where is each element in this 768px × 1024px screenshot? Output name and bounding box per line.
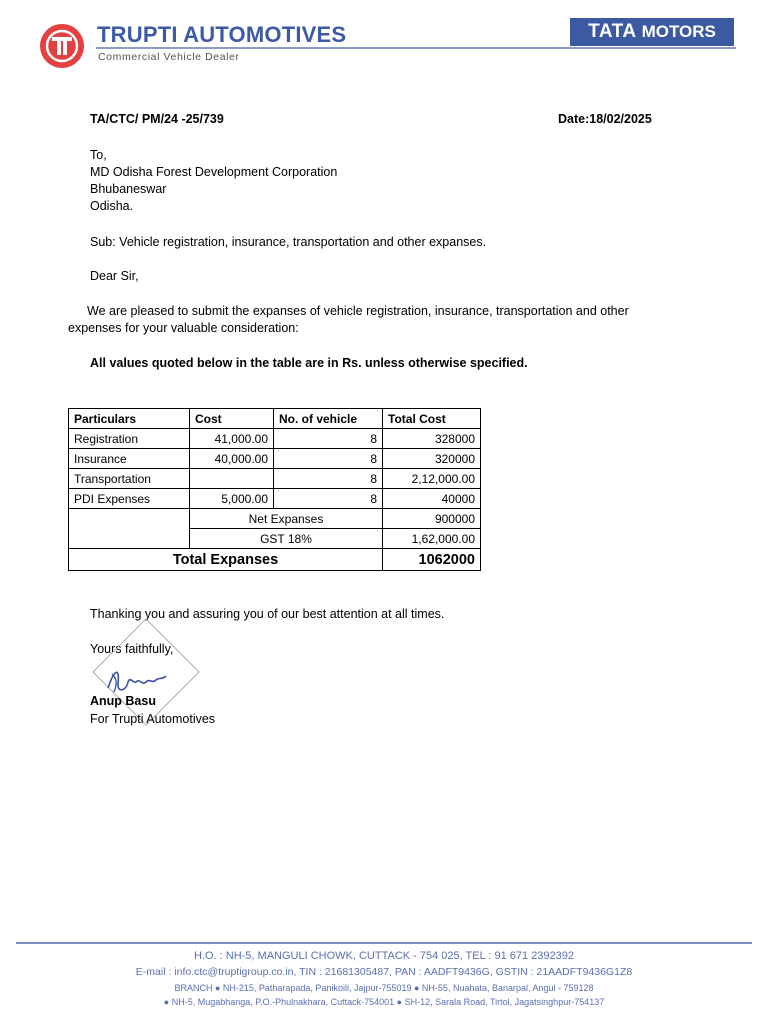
cell-vehicles: 8	[274, 429, 383, 449]
cell-total: 328000	[383, 429, 481, 449]
footer-contact: E-mail : info.ctc@truptigroup.co.in, TIN : 21681305487, PAN : AADFT9436G, GSTIN : 21AADFT9436G1Z8	[135, 966, 633, 978]
col-header-vehicles: No. of vehicle	[274, 409, 383, 429]
col-header-particulars: Particulars	[69, 409, 190, 429]
net-expanses-label: Net Expanses	[190, 509, 383, 529]
cell-particular: PDI Expenses	[69, 489, 190, 509]
footer-divider	[16, 942, 752, 944]
blank-cell	[69, 529, 190, 549]
brand-word-1: TATA	[588, 21, 637, 42]
recipient-state: Odisha.	[90, 199, 134, 213]
closing-line: Yours faithfully,	[90, 642, 174, 656]
total-value: 1062000	[383, 549, 481, 571]
gst-label: GST 18%	[190, 529, 383, 549]
logo-emblem-icon	[40, 24, 84, 68]
gst-value: 1,62,000.00	[383, 529, 481, 549]
company-tagline: Commercial Vehicle Dealer	[98, 51, 240, 63]
cell-particular: Transportation	[69, 469, 190, 489]
cell-vehicles: 8	[274, 489, 383, 509]
company-logo	[40, 24, 84, 68]
table-row	[69, 489, 481, 509]
recipient-city: Bhubaneswar	[90, 182, 167, 196]
tata-motors-logo	[570, 18, 734, 46]
recipient-name: MD Odisha Forest Development Corporation	[90, 165, 338, 179]
cell-cost: 41,000.00	[190, 429, 274, 449]
cell-vehicles: 8	[274, 449, 383, 469]
signature-icon	[104, 662, 170, 698]
footer-branch-2: ● NH-5, Mugabhanga, P.O.-Phulnakhara, Cuttack-754001 ● SH-12, Sarala Road, Tirtol, Jagatsinghpur-754137	[163, 997, 605, 1007]
blank-cell	[69, 509, 190, 529]
table-row	[69, 449, 481, 469]
cell-total: 2,12,000.00	[383, 469, 481, 489]
table-row	[69, 429, 481, 449]
expense-table	[68, 408, 481, 571]
footer-head-office: H.O. : NH-5, MANGULI CHOWK, CUTTACK - 754 025, TEL : 91 671 2392392	[193, 950, 575, 962]
col-header-cost: Cost	[190, 409, 274, 429]
thanks-line: Thanking you and assuring you of our best attention at all times.	[90, 607, 445, 621]
signatory-organization: For Trupti Automotives	[90, 712, 216, 726]
signatory-name: Anup Basu	[90, 694, 156, 708]
col-header-total: Total Cost	[383, 409, 481, 429]
header-divider	[96, 47, 736, 49]
total-row	[69, 549, 481, 571]
salutation: Dear Sir,	[90, 269, 139, 283]
total-label: Total Expanses	[69, 549, 383, 571]
to-line: To,	[90, 148, 107, 162]
cell-particular: Registration	[69, 429, 190, 449]
cell-cost: 40,000.00	[190, 449, 274, 469]
company-name: TRUPTI AUTOMOTIVES	[97, 22, 347, 47]
subject-line: Sub: Vehicle registration, insurance, transportation and other expanses.	[90, 235, 487, 249]
cell-particular: Insurance	[69, 449, 190, 469]
brand-word-2: MOTORS	[641, 22, 716, 41]
reference-number: TA/CTC/ PM/24 -25/739	[90, 112, 224, 126]
body-paragraph-line-2: expenses for your valuable consideration:	[68, 321, 299, 335]
cell-cost	[190, 469, 274, 489]
net-expanses-value: 900000	[383, 509, 481, 529]
cell-cost: 5,000.00	[190, 489, 274, 509]
gst-row	[69, 529, 481, 549]
cell-vehicles: 8	[274, 469, 383, 489]
footer-branch-1: BRANCH ● NH-215, Patharapada, Panikoili, Jajpur-755019 ● NH-55, Nuahata, Banarpal, Angul - 759128	[174, 983, 594, 993]
table-row	[69, 469, 481, 489]
cell-total: 40000	[383, 489, 481, 509]
cell-total: 320000	[383, 449, 481, 469]
currency-note: All values quoted below in the table are in Rs. unless otherwise specified.	[90, 356, 528, 370]
net-expanses-row	[69, 509, 481, 529]
letter-date: Date:18/02/2025	[558, 112, 652, 126]
table-header-row	[69, 409, 481, 429]
body-paragraph-line-1: We are pleased to submit the expanses of vehicle registration, insurance, transportation and other	[87, 304, 629, 318]
